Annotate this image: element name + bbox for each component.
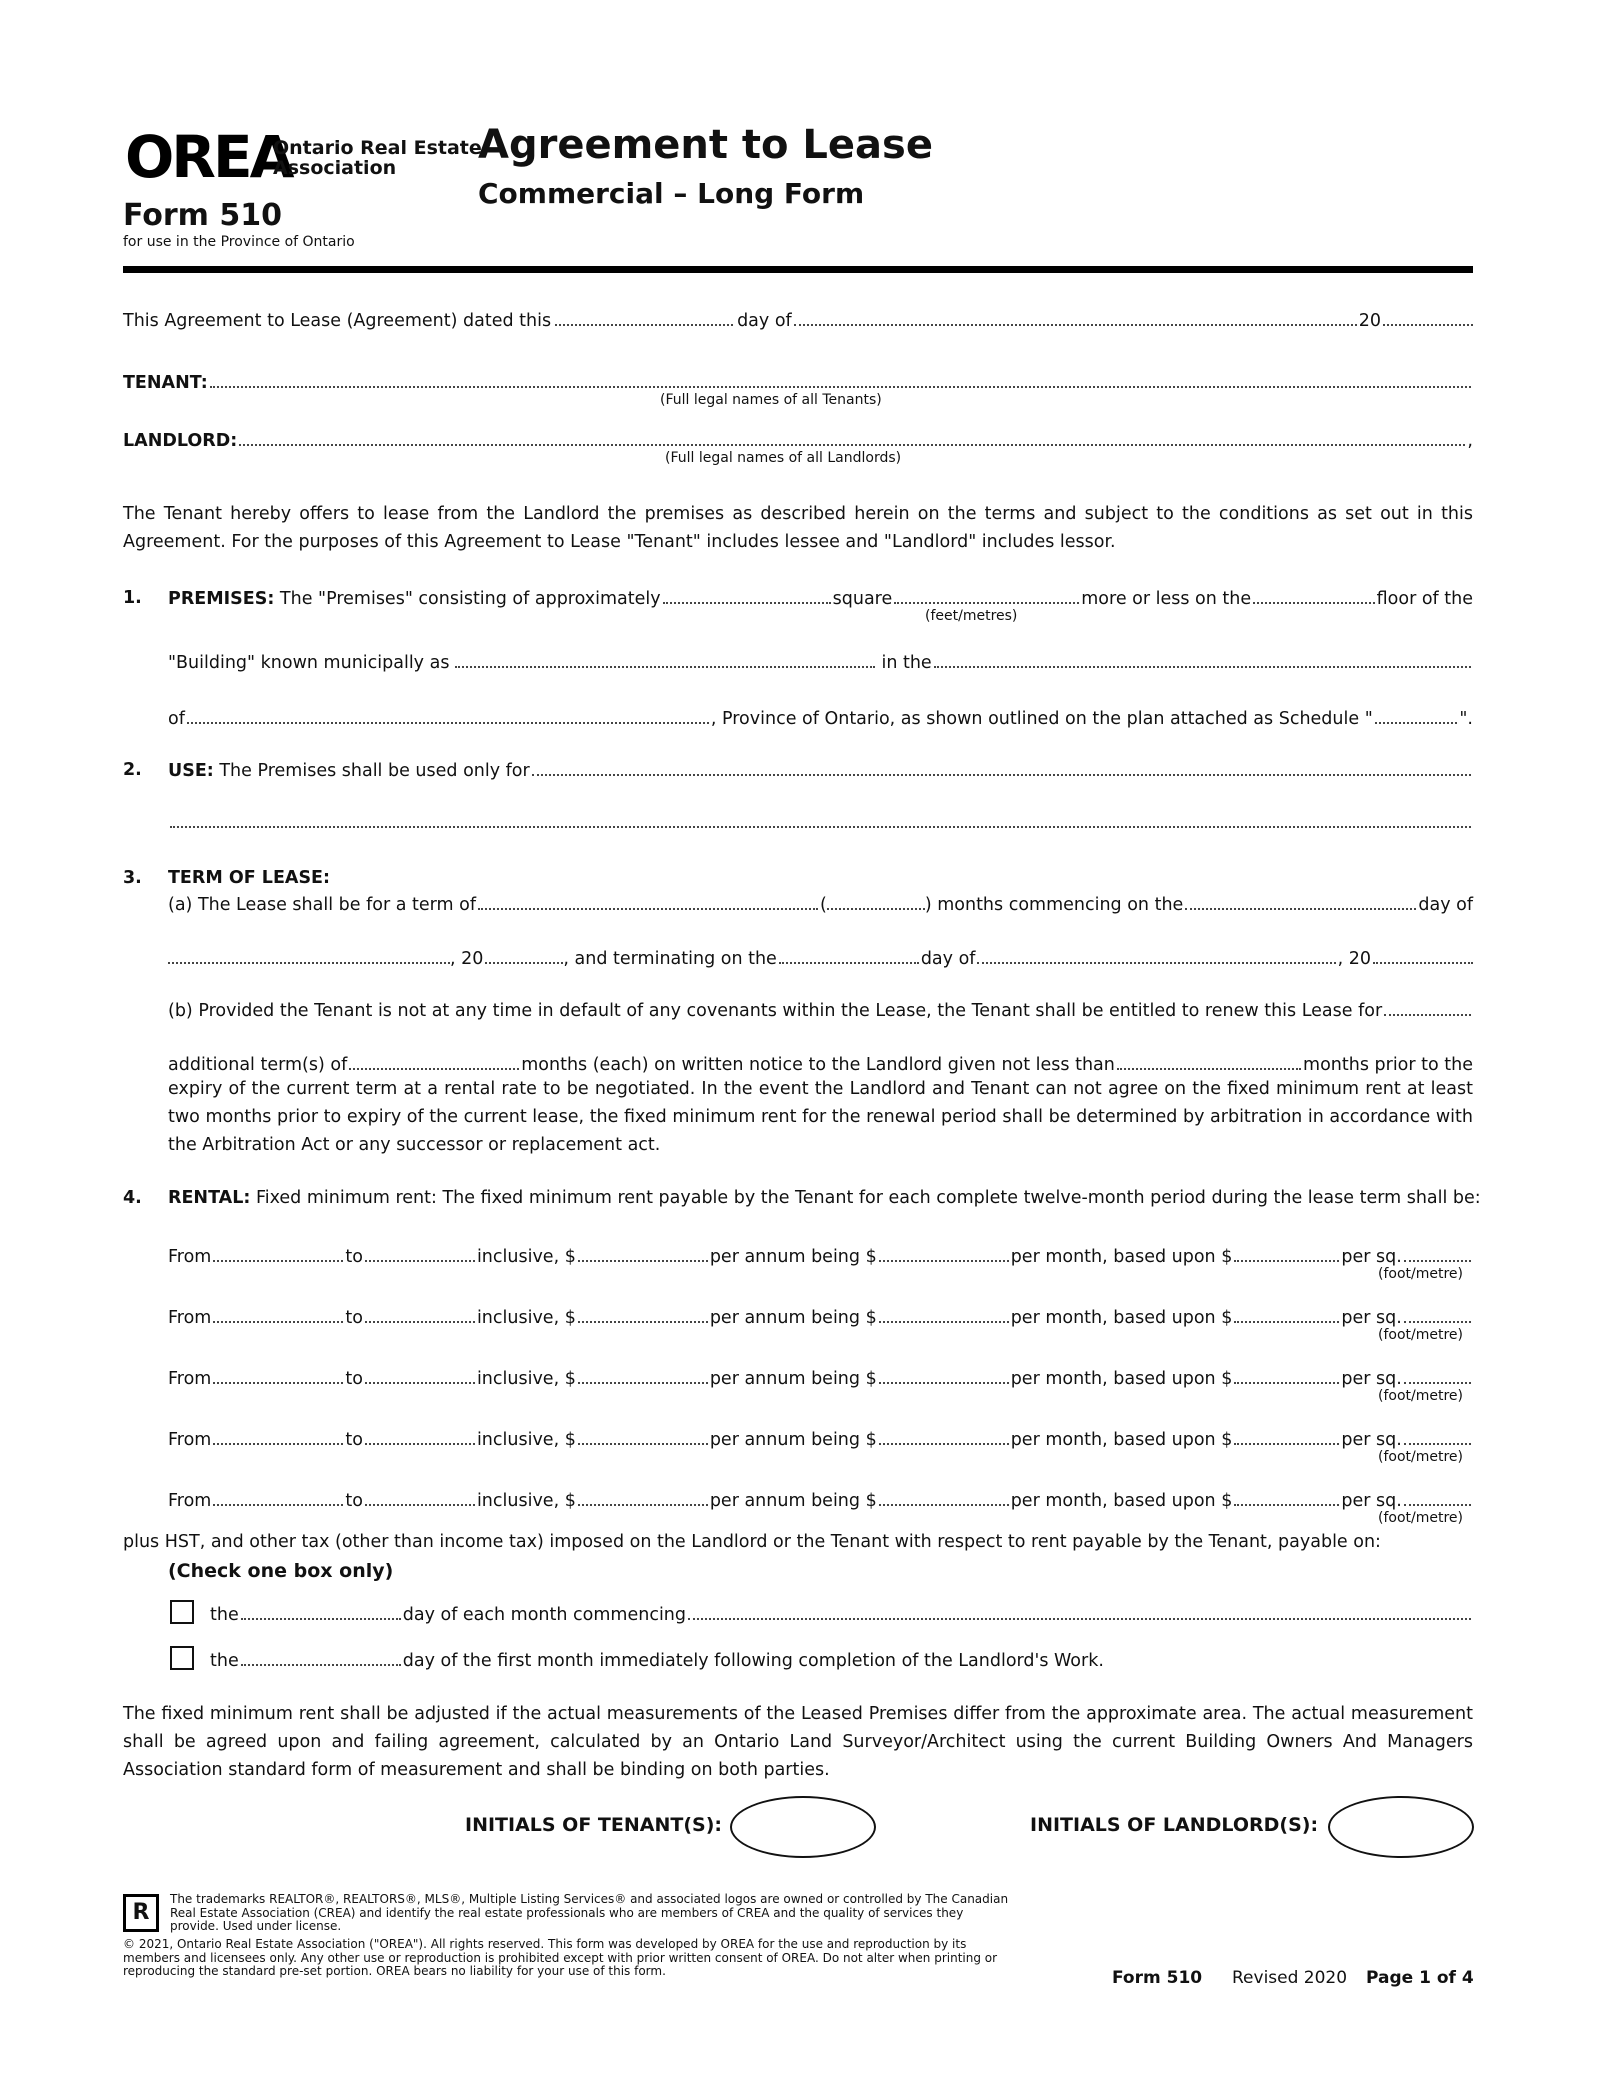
date-day-field[interactable] <box>555 310 733 326</box>
landlord-initials-oval[interactable] <box>1328 1796 1474 1858</box>
rent-to-label: to <box>345 1247 363 1267</box>
use-line <box>168 760 1473 781</box>
term-heading-line <box>168 868 330 888</box>
rent-option-1-line <box>210 1604 1473 1625</box>
option-1-day-field[interactable] <box>241 1604 401 1620</box>
terminate-month-field[interactable] <box>977 948 1335 964</box>
rent-unit-field[interactable] <box>1404 1490 1471 1506</box>
rent-annual-field[interactable] <box>578 1429 708 1445</box>
unit-field[interactable] <box>894 588 1079 604</box>
rent-row <box>168 1307 1473 1328</box>
months-prior-label: months prior to the <box>1303 1055 1473 1075</box>
rent-per-annum-label: per annum being $ <box>709 1430 877 1450</box>
rent-per-sq-label: per sq. <box>1341 1491 1402 1511</box>
term-words-field[interactable] <box>478 894 818 910</box>
header-divider <box>123 266 1473 273</box>
adjustment-paragraph: The fixed minimum rent shall be adjusted if the actual measurements of the Leased Premises differ from the approximate area. The actual measurement shall be agreed upon and failing agreement, calculated by an Ontario Land Surveyor/Architect using the current Building Owners And Managers Association standard form of measurement and shall be binding on both parties. <box>123 1704 1473 1780</box>
year-prefix: 20 <box>1358 311 1381 331</box>
building-line <box>168 652 1473 673</box>
option-1-commence-field[interactable] <box>688 1604 1471 1620</box>
landlord-line: LANDLORD: , <box>123 431 1473 451</box>
rent-to-field[interactable] <box>365 1490 475 1506</box>
date-month-field[interactable] <box>794 310 1357 326</box>
offer-paragraph: The Tenant hereby offers to lease from the Landlord the premises as described herein on the terms and subject to the conditions as set out in this Agreement. For the purposes of this Agreement to Lease "Tenant" includes lessee and "Landlord" includes lessor. <box>123 504 1473 552</box>
rent-per-sq-label: per sq. <box>1341 1369 1402 1389</box>
check-one-line <box>168 1560 393 1582</box>
check-one-label: (Check one box only) <box>168 1560 394 1582</box>
additional-term-lead: additional term(s) of <box>168 1055 348 1075</box>
rent-to-field[interactable] <box>365 1429 475 1445</box>
footer-form-number: Form 510 <box>1112 1968 1203 1988</box>
rent-annual-field[interactable] <box>578 1368 708 1384</box>
term-months-label: ) months commencing on the <box>924 895 1184 915</box>
use-field-2[interactable] <box>170 812 1471 828</box>
date-line <box>123 310 1473 331</box>
rent-inclusive-label: inclusive, $ <box>476 1369 576 1389</box>
org-name-line1: Ontario Real Estate <box>273 137 482 159</box>
option-1-text: day of each month commencing <box>402 1605 687 1625</box>
org-name <box>273 138 482 178</box>
rent-per-annum-label: per annum being $ <box>709 1308 877 1328</box>
renew-b-text: (b) Provided the Tenant is not at any time in default of any covenants within the Lease, the Tenant shall be entitled to renew this Lease for <box>168 1001 1383 1021</box>
term-heading: TERM OF LEASE: <box>168 868 331 888</box>
option-2-day-field[interactable] <box>241 1650 401 1666</box>
footer-revised: Revised 2020 <box>1232 1968 1348 1988</box>
rent-option-2-checkbox[interactable] <box>170 1646 194 1670</box>
renew-months-field[interactable] <box>349 1054 519 1070</box>
rent-rate-field[interactable] <box>1234 1490 1339 1506</box>
landlord-label: LANDLORD: <box>123 431 238 451</box>
rent-inclusive-label: inclusive, $ <box>476 1247 576 1267</box>
tenant-caption: (Full legal names of all Tenants) <box>660 392 882 408</box>
commence-year-field[interactable] <box>485 948 563 964</box>
term-a-lead: (a) The Lease shall be for a term of <box>168 895 476 915</box>
date-year-field[interactable] <box>1383 310 1473 326</box>
terminate-year-field[interactable] <box>1373 948 1473 964</box>
rent-per-month-label: per month, based upon $ <box>1010 1369 1233 1389</box>
rent-to-label: to <box>345 1491 363 1511</box>
day-of-label: day of <box>737 311 792 331</box>
rent-per-sq-label: per sq. <box>1341 1308 1402 1328</box>
rent-row <box>168 1490 1473 1511</box>
of-label: of <box>168 709 185 729</box>
rent-rate-field[interactable] <box>1234 1429 1339 1445</box>
page-subtitle: Commercial – Long Form <box>478 177 865 210</box>
terminate-day-field[interactable] <box>779 948 919 964</box>
unit-caption: (feet/metres) <box>925 608 1018 624</box>
form-number: Form 510 <box>123 198 283 233</box>
rent-to-label: to <box>345 1369 363 1389</box>
section-2-number: 2. <box>123 760 142 780</box>
rent-option-2-line <box>210 1650 1473 1671</box>
rent-annual-field[interactable] <box>578 1246 708 1262</box>
orea-logo: OREA <box>125 123 292 191</box>
rent-unit-caption: (foot/metre) <box>1378 1449 1463 1465</box>
rent-rate-field[interactable] <box>1234 1368 1339 1384</box>
rent-from-label: From <box>168 1491 212 1511</box>
tenant-initials-label: INITIALS OF TENANT(S): <box>465 1814 722 1836</box>
rent-monthly-field[interactable] <box>879 1246 1009 1262</box>
rent-monthly-field[interactable] <box>879 1368 1009 1384</box>
premises-lead: The "Premises" consisting of approximately <box>279 589 661 609</box>
rent-unit-field[interactable] <box>1404 1246 1471 1262</box>
use-lead: The Premises shall be used only for <box>219 761 530 781</box>
renew-b-line <box>168 1000 1473 1021</box>
rent-monthly-field[interactable] <box>879 1307 1009 1323</box>
rent-per-month-label: per month, based upon $ <box>1010 1247 1233 1267</box>
rent-unit-caption: (foot/metre) <box>1378 1510 1463 1526</box>
term-dates-line <box>168 948 1473 969</box>
building-location-field[interactable] <box>934 652 1471 668</box>
rental-heading: RENTAL: <box>168 1188 251 1208</box>
rent-unit-field[interactable] <box>1404 1307 1471 1323</box>
province-text: , Province of Ontario, as shown outlined on the plan attached as Schedule " <box>710 709 1373 729</box>
rent-unit-caption: (foot/metre) <box>1378 1388 1463 1404</box>
schedule-field[interactable] <box>1375 708 1458 724</box>
rent-unit-caption: (foot/metre) <box>1378 1327 1463 1343</box>
rent-annual-field[interactable] <box>578 1490 708 1506</box>
footer-page: Page 1 of 4 <box>1366 1968 1474 1988</box>
page-title: Agreement to Lease <box>478 122 933 168</box>
terminate-dayof-label: day of <box>920 949 976 969</box>
commence-year-prefix: , 20 <box>450 949 484 969</box>
premises-heading: PREMISES: <box>168 589 275 609</box>
rent-per-month-label: per month, based upon $ <box>1010 1308 1233 1328</box>
rent-unit-caption: (foot/metre) <box>1378 1266 1463 1282</box>
rent-rate-field[interactable] <box>1234 1246 1339 1262</box>
org-name-line2: Association <box>273 157 397 179</box>
rent-row <box>168 1429 1473 1450</box>
form-note: for use in the Province of Ontario <box>123 234 355 250</box>
rent-from-field[interactable] <box>213 1307 343 1323</box>
additional-term-line <box>168 1054 1473 1075</box>
rent-unit-field[interactable] <box>1404 1429 1471 1445</box>
rent-to-label: to <box>345 1430 363 1450</box>
premises-line <box>168 588 1473 609</box>
in-the-label: in the <box>881 653 932 673</box>
months-each-label: months (each) on written notice to the Landlord given not less than <box>521 1055 1115 1075</box>
term-a-line <box>168 894 1473 915</box>
rent-row <box>168 1246 1473 1267</box>
commence-month-field[interactable] <box>168 948 450 964</box>
section-3-number: 3. <box>123 868 142 888</box>
section-1-number: 1. <box>123 588 142 608</box>
rent-rate-field[interactable] <box>1234 1307 1339 1323</box>
rent-from-label: From <box>168 1308 212 1328</box>
rent-from-label: From <box>168 1247 212 1267</box>
commence-day-field[interactable] <box>1185 894 1416 910</box>
rent-to-field[interactable] <box>365 1307 475 1323</box>
terminating-label: , and terminating on the <box>563 949 777 969</box>
terminate-year-prefix: , 20 <box>1337 949 1371 969</box>
building-label: "Building" known municipally as <box>168 653 450 673</box>
city-field[interactable] <box>187 708 709 724</box>
term-number-field[interactable] <box>827 894 925 910</box>
rent-per-month-label: per month, based upon $ <box>1010 1430 1233 1450</box>
use-line-2 <box>168 812 1473 828</box>
more-less-label: more or less on the <box>1081 589 1252 609</box>
rent-inclusive-label: inclusive, $ <box>476 1491 576 1511</box>
municipal-address-field[interactable] <box>455 652 875 668</box>
commence-dayof-label: day of <box>1418 895 1473 915</box>
option-1-the: the <box>210 1605 239 1625</box>
rent-per-sq-label: per sq. <box>1341 1430 1402 1450</box>
tenant-initials-oval[interactable] <box>730 1796 876 1858</box>
floor-field[interactable] <box>1253 588 1375 604</box>
rent-monthly-field[interactable] <box>879 1429 1009 1445</box>
tenant-name-field[interactable] <box>210 372 1471 388</box>
rent-per-annum-label: per annum being $ <box>709 1491 877 1511</box>
landlord-caption: (Full legal names of all Landlords) <box>665 450 902 466</box>
rent-row <box>168 1368 1473 1389</box>
rent-to-label: to <box>345 1308 363 1328</box>
rent-from-field[interactable] <box>213 1368 343 1384</box>
rental-line <box>168 1188 1481 1208</box>
rent-inclusive-label: inclusive, $ <box>476 1430 576 1450</box>
rent-from-field[interactable] <box>213 1490 343 1506</box>
rent-to-field[interactable] <box>365 1368 475 1384</box>
rent-per-month-label: per month, based upon $ <box>1010 1491 1233 1511</box>
rent-per-annum-label: per annum being $ <box>709 1369 877 1389</box>
area-field[interactable] <box>663 588 831 604</box>
rent-inclusive-label: inclusive, $ <box>476 1308 576 1328</box>
landlord-name-field[interactable] <box>239 430 1465 446</box>
hst-text: plus HST, and other tax (other than income tax) imposed on the Landlord or the Tenant with respect to rent payable by the Tenant, payable on: <box>123 1532 1381 1552</box>
section-4-number: 4. <box>123 1188 142 1208</box>
notice-months-field[interactable] <box>1117 1054 1301 1070</box>
rent-option-1-checkbox[interactable] <box>170 1600 194 1624</box>
rental-lead: Fixed minimum rent: The fixed minimum rent payable by the Tenant for each complete twelve-month period during the lease term shall be: <box>255 1188 1481 1208</box>
rent-to-field[interactable] <box>365 1246 475 1262</box>
copyright-text: © 2021, Ontario Real Estate Association ("OREA"). All rights reserved. This form was developed by OREA for the use and reproduction by its members and licensees only. Any other use or reproduction is prohibited except with prior written consent of OREA. Do not alter when printing or reproducing the standard pre-set portion. OREA bears no liability for your use of this form. <box>123 1937 998 1978</box>
term-paren-open: ( <box>820 895 827 915</box>
floor-label: floor of the <box>1376 589 1473 609</box>
rent-from-field[interactable] <box>213 1246 343 1262</box>
rent-unit-field[interactable] <box>1404 1368 1471 1384</box>
rent-per-sq-label: per sq. <box>1341 1247 1402 1267</box>
trademark-text: The trademarks REALTOR®, REALTORS®, MLS®, Multiple Listing Services® and associated logos are owned or controlled by The Canadian Real Estate Association (CREA) and identify the real estate professionals who are members of CREA and the quality of services they provide. Used under license. <box>170 1892 1009 1933</box>
hst-line <box>123 1532 1473 1552</box>
rent-from-label: From <box>168 1430 212 1450</box>
renew-count-field[interactable] <box>1384 1000 1471 1016</box>
tenant-label: TENANT: <box>123 373 208 393</box>
landlord-initials-label: INITIALS OF LANDLORD(S): <box>1030 1814 1319 1836</box>
rent-annual-field[interactable] <box>578 1307 708 1323</box>
use-field[interactable] <box>532 760 1471 776</box>
use-heading: USE: <box>168 761 214 781</box>
renewal-paragraph: expiry of the current term at a rental rate to be negotiated. In the event the Landlord and Tenant can not agree on the fixed minimum rent at least two months prior to expiry of the current lease, the fixed minimum rent for the renewal period shall be determined by arbitration in accordance with the Arbitration Act or any successor or replacement act. <box>168 1079 1473 1155</box>
square-label: square <box>832 589 893 609</box>
schedule-close: ". <box>1459 709 1473 729</box>
option-2-text: day of the first month immediately following completion of the Landlord's Work. <box>402 1651 1104 1671</box>
realtor-logo: R <box>123 1894 159 1932</box>
rent-from-label: From <box>168 1369 212 1389</box>
rent-from-field[interactable] <box>213 1429 343 1445</box>
rent-per-annum-label: per annum being $ <box>709 1247 877 1267</box>
tenant-line <box>123 372 1473 393</box>
province-line <box>168 708 1473 729</box>
option-2-the: the <box>210 1651 239 1671</box>
rent-monthly-field[interactable] <box>879 1490 1009 1506</box>
dated-lead: This Agreement to Lease (Agreement) dated this <box>123 311 552 331</box>
